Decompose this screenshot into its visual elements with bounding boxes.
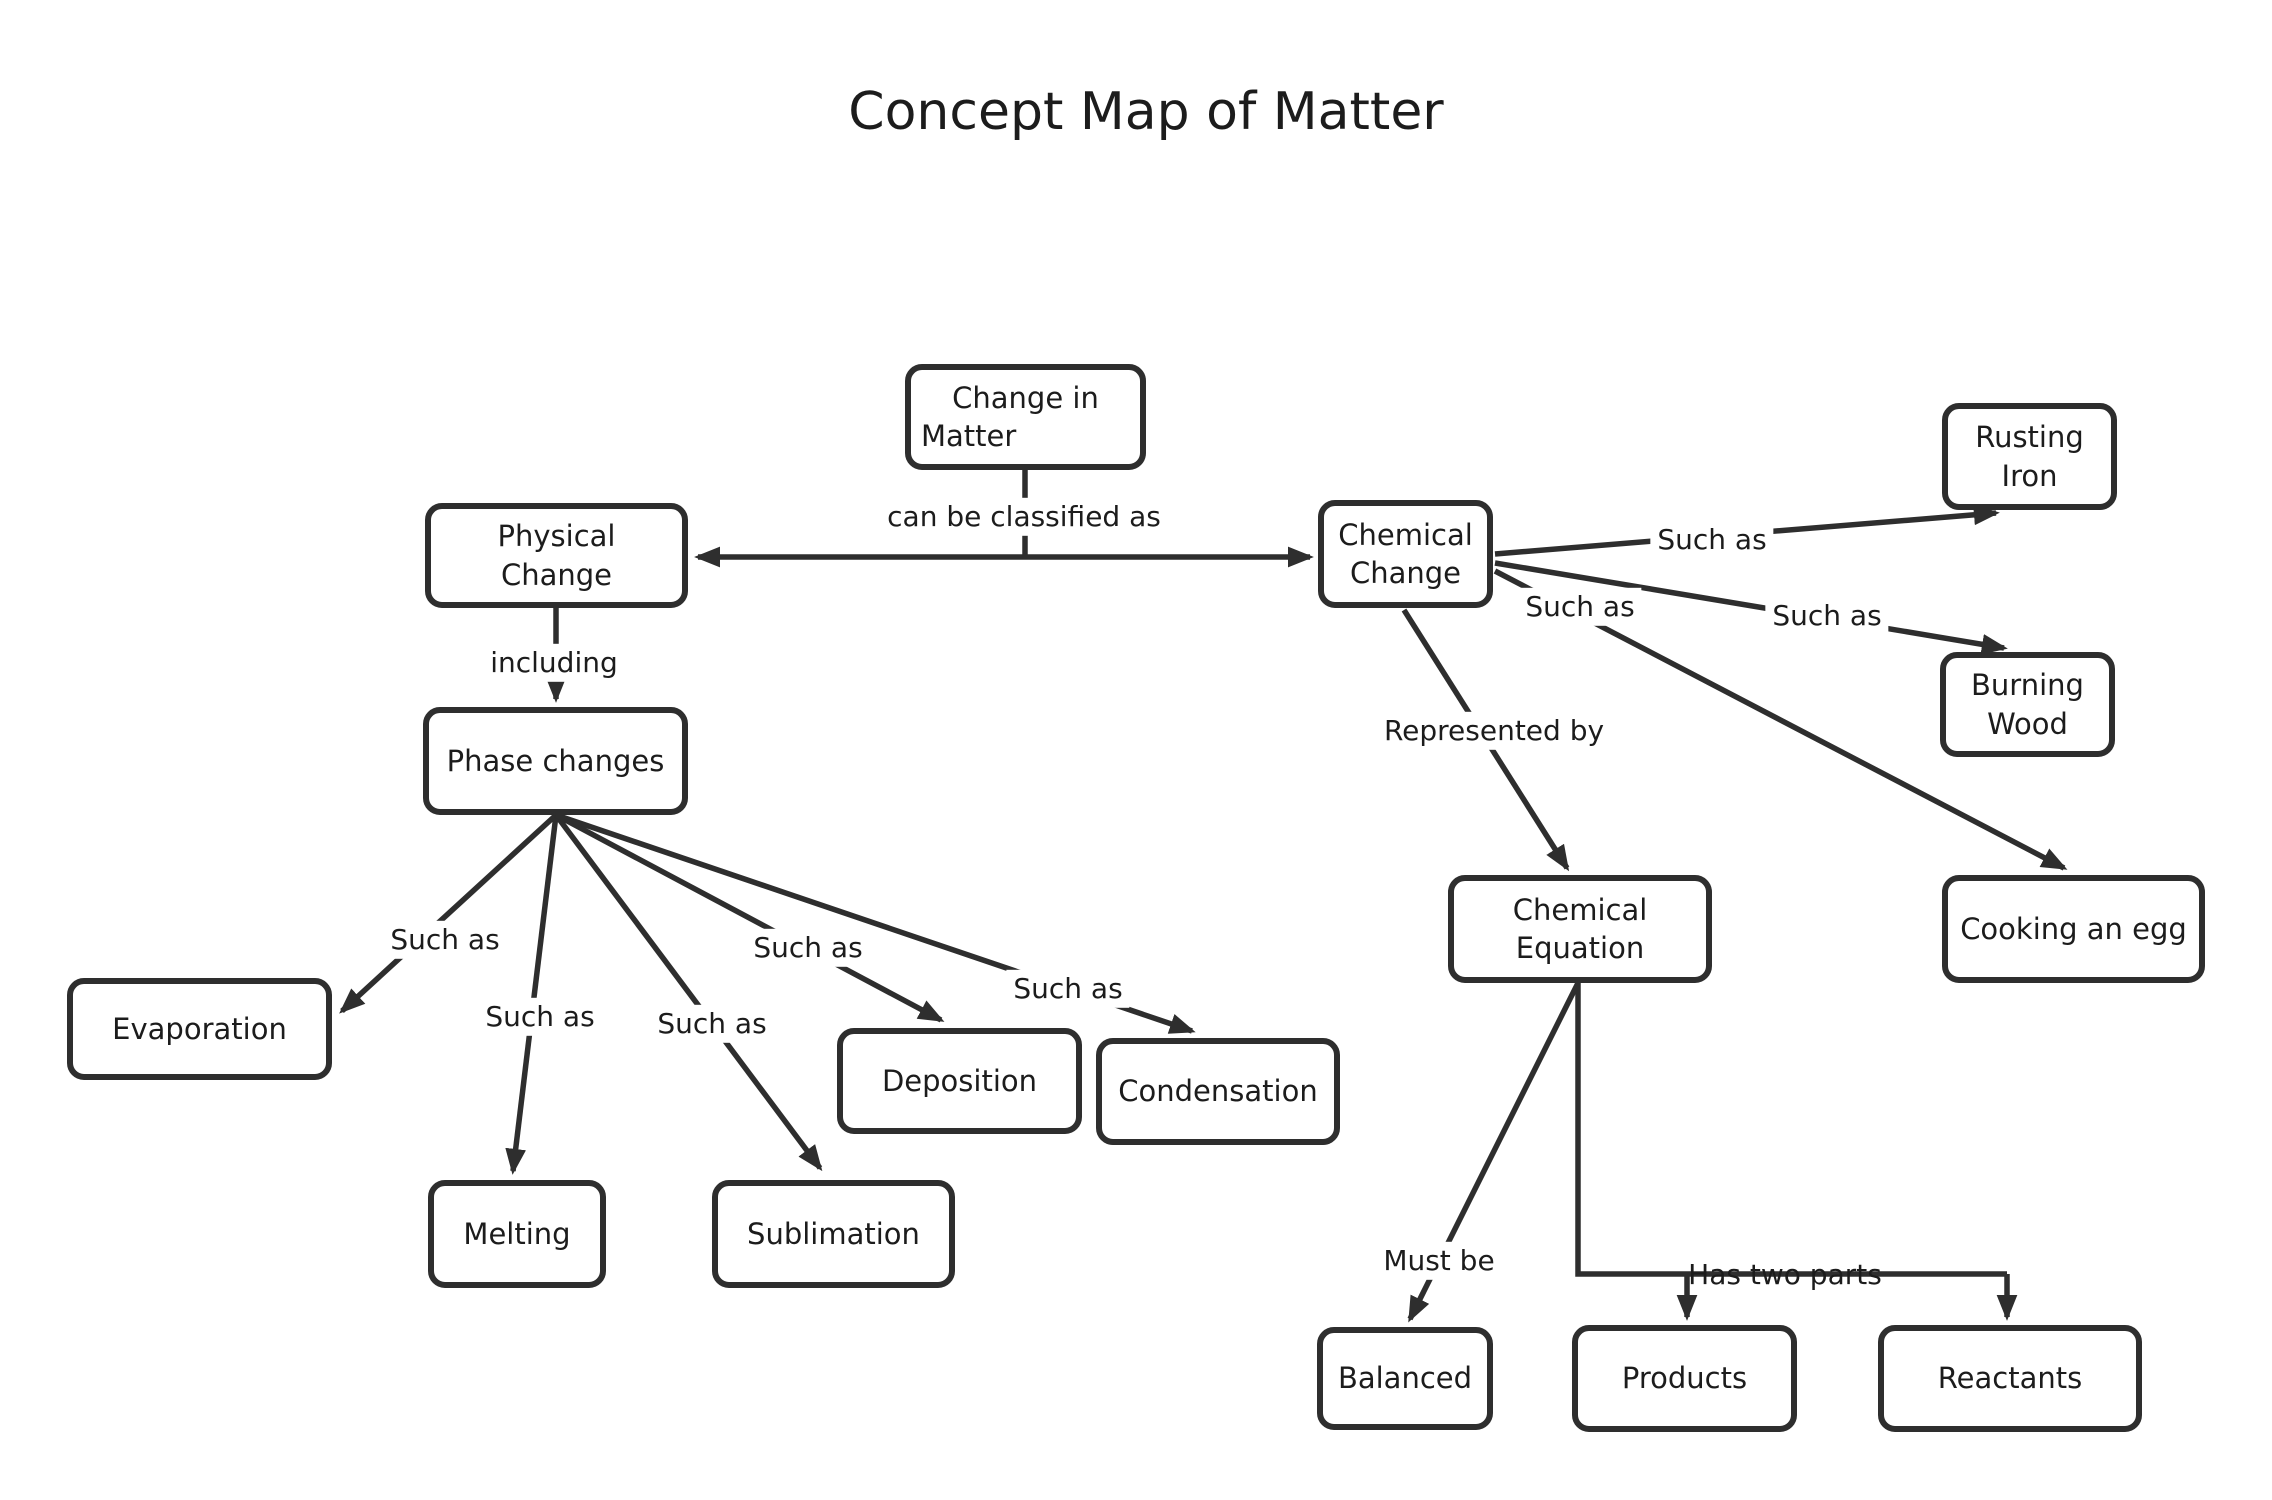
edge-label-represented-by: Represented by <box>1377 712 1611 750</box>
edge-label-such-as-evaporation: Such as <box>383 921 506 959</box>
node-label: Sublimation <box>747 1216 920 1251</box>
node-change-in-matter <box>905 364 1146 470</box>
node-balanced <box>1317 1327 1493 1430</box>
edge-label-has-two-parts <box>1686 1255 1884 1295</box>
node-label: Equation <box>1515 931 1645 965</box>
edge-label-such-as-cooking-egg: Such as <box>1518 588 1641 626</box>
node-phase-changes <box>423 707 688 815</box>
edge-label-such-as-condensation: Such as <box>1006 970 1129 1008</box>
edge-label-such-as-deposition: Such as <box>746 929 869 967</box>
node-label: Change <box>500 557 613 592</box>
node-label: Reactants <box>1937 1361 2083 1396</box>
node-label: Deposition <box>881 1063 1038 1098</box>
node-label: Iron <box>2001 458 2058 493</box>
edge-has-two-parts-trunk <box>1578 983 2007 1274</box>
node-sublimation <box>712 1180 955 1288</box>
node-label: Chemical <box>1338 517 1473 552</box>
edge-label-line: Has two <box>1688 1257 1801 1291</box>
node-label: Cooking an egg <box>1960 911 2187 946</box>
edge-label-such-as-melting: Such as <box>478 998 601 1036</box>
node-label: Rusting <box>1975 420 2084 455</box>
edge-to-evaporation <box>342 815 556 1011</box>
edge-label-must-be: Must be <box>1376 1242 1501 1280</box>
edge-to-melting <box>513 815 556 1171</box>
edge-to-sublimation <box>556 815 820 1168</box>
node-label: Physical <box>497 519 616 554</box>
node-label: Matter <box>921 419 1017 453</box>
edge-label-such-as-burning-wood: Such as <box>1765 597 1888 635</box>
node-burning-wood <box>1940 652 2115 757</box>
edge-label-such-as-sublimation: Such as <box>650 1005 773 1043</box>
node-label: Balanced <box>1337 1361 1473 1396</box>
edge-label-can-be-classified-as: can be classified as <box>880 498 1168 536</box>
node-label: Burning <box>1971 668 2084 703</box>
node-label: Products <box>1621 1361 1748 1396</box>
node-label: Change <box>1349 556 1462 590</box>
node-products <box>1572 1325 1797 1432</box>
node-label: Evaporation <box>112 1011 287 1046</box>
node-label: Phase changes <box>446 743 665 778</box>
edge-label-such-as-rusting-iron: Such as <box>1650 521 1773 559</box>
node-melting <box>428 1180 606 1288</box>
node-physical-change <box>425 503 688 608</box>
edge-label-line: parts <box>1809 1257 1882 1291</box>
node-condensation <box>1096 1038 1340 1145</box>
node-reactants <box>1878 1325 2142 1432</box>
page-title: Concept Map of Matter <box>848 82 1444 142</box>
edge-to-deposition <box>556 815 941 1020</box>
node-label: Chemical <box>1512 892 1648 927</box>
node-label: Melting <box>463 1216 571 1251</box>
node-label: Condensation <box>1118 1074 1318 1109</box>
node-deposition <box>837 1028 1082 1134</box>
node-chemical-equation <box>1448 875 1712 983</box>
node-rusting-iron <box>1942 403 2117 510</box>
node-label: Change in <box>952 380 1099 415</box>
edge-label-including: including <box>483 644 625 682</box>
node-chemical-change <box>1318 500 1493 608</box>
node-label: Wood <box>1987 706 2068 741</box>
node-cooking-an-egg <box>1942 875 2205 983</box>
node-evaporation <box>67 978 332 1080</box>
